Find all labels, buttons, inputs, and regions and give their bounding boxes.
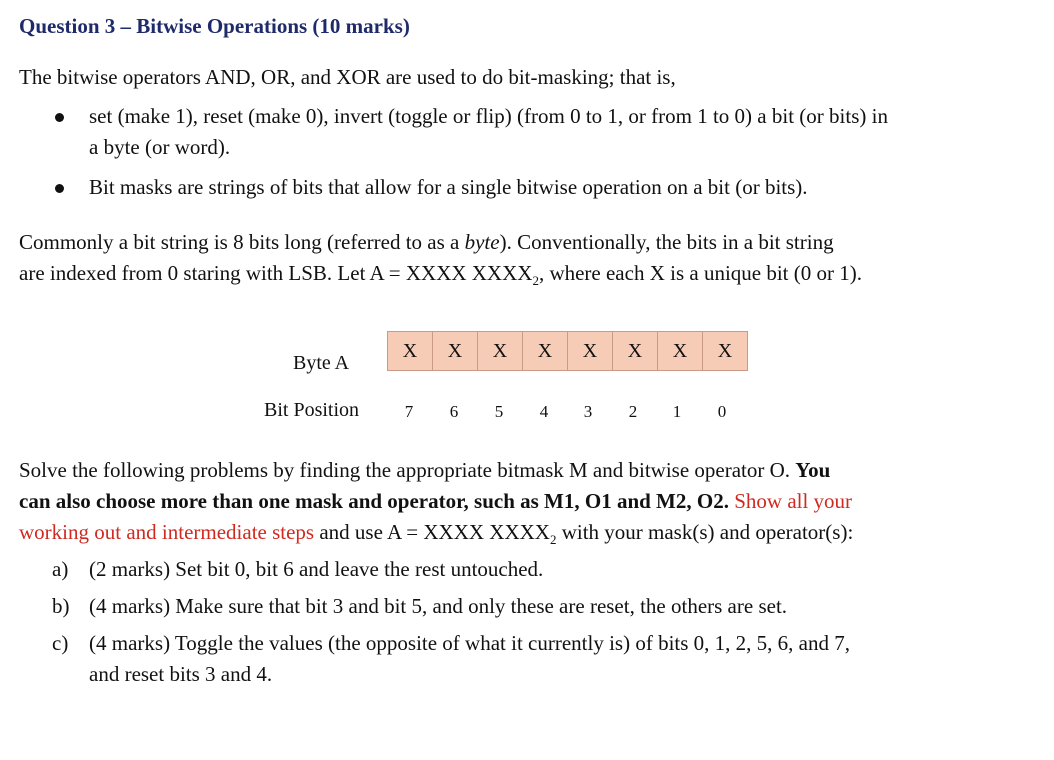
bit-position-7: 7	[404, 402, 414, 421]
bullet-1-line-2: a byte (or word).	[89, 135, 231, 159]
paragraph-2-line-1	[19, 227, 834, 258]
paragraph-2-text: , where each X is a unique bit (0 or 1).	[538, 261, 862, 285]
paragraph-3-red: working out and intermediate steps	[19, 520, 315, 544]
item-c-marker: c)	[52, 631, 69, 655]
intro-text: The bitwise operators AND, OR, and XOR are used to do bit-masking; that is,	[19, 65, 676, 89]
bit-position-label: Bit Position	[264, 399, 360, 421]
bit-cell-7: X	[388, 332, 433, 371]
paragraph-2-text: are indexed from 0 staring with LSB. Let A = XXXX XXXX	[19, 261, 533, 285]
paragraph-2-line-2	[19, 258, 862, 296]
paragraph-3-line-3	[19, 517, 853, 555]
bullet-dot	[55, 184, 64, 193]
bullet-1-line-1: set (make 1), reset (make 0), invert (toggle or flip) (from 0 to 1, or from 1 to 0) a bit (or bits) in	[89, 104, 888, 128]
paragraph-3-bold: can also choose more than one mask and operator, such as M1, O1 and M2, O2.	[19, 489, 729, 513]
paragraph-3-line-1	[19, 455, 830, 486]
paragraph-3-text: and use A = XXXX XXXX	[314, 520, 550, 544]
paragraph-2-text: ). Conventionally, the bits in a bit string	[499, 230, 834, 254]
bit-position-1: 1	[672, 402, 682, 421]
bullet-2-line-1: Bit masks are strings of bits that allow for a single bitwise operation on a bit (or bits).	[89, 175, 808, 199]
bit-position-6: 6	[449, 402, 459, 421]
bit-position-3: 3	[583, 402, 593, 421]
paragraph-3-text: Solve the following problems by finding the appropriate bitmask M and bitwise operator O.	[19, 458, 796, 482]
byte-a-label: Byte A	[293, 352, 350, 374]
bit-position-5: 5	[494, 402, 504, 421]
item-a-marker: a)	[52, 557, 69, 581]
paragraph-2-text: Commonly a bit string is 8 bits long (referred to as a	[19, 230, 465, 254]
bit-cell-2: X	[613, 332, 658, 371]
paragraph-3-line-2	[19, 486, 852, 517]
bit-cell-5: X	[478, 332, 523, 371]
bit-cell-0: X	[703, 332, 748, 371]
paragraph-3-red: Show all your	[728, 489, 853, 513]
bit-position-4: 4	[539, 402, 549, 421]
bit-cell-1: X	[658, 332, 703, 371]
item-c-text-line-2: and reset bits 3 and 4.	[89, 662, 273, 686]
bit-position-2: 2	[628, 402, 638, 421]
item-b-text: (4 marks) Make sure that bit 3 and bit 5, and only these are reset, the others are set.	[89, 594, 788, 618]
bit-cell-3: X	[568, 332, 613, 371]
question-title: Question 3 – Bitwise Operations (10 marks)	[19, 14, 410, 38]
item-a-text: (2 marks) Set bit 0, bit 6 and leave the rest untouched.	[89, 557, 544, 581]
bit-cell-6: X	[433, 332, 478, 371]
bullet-dot	[55, 113, 64, 122]
paragraph-3-bold: You	[795, 458, 831, 482]
item-c-text-line-1: (4 marks) Toggle the values (the opposite of what it currently is) of bits 0, 1, 2, 5, 6, and 7,	[89, 631, 850, 655]
bit-cell-4: X	[523, 332, 568, 371]
byte-term: byte	[464, 230, 500, 254]
paragraph-3-text: with your mask(s) and operator(s):	[556, 520, 854, 544]
byte-a-grid	[387, 331, 748, 371]
base-subscript: 2	[549, 532, 557, 548]
bit-position-0: 0	[717, 402, 727, 421]
base-subscript: 2	[532, 273, 539, 289]
item-b-marker: b)	[52, 594, 70, 618]
